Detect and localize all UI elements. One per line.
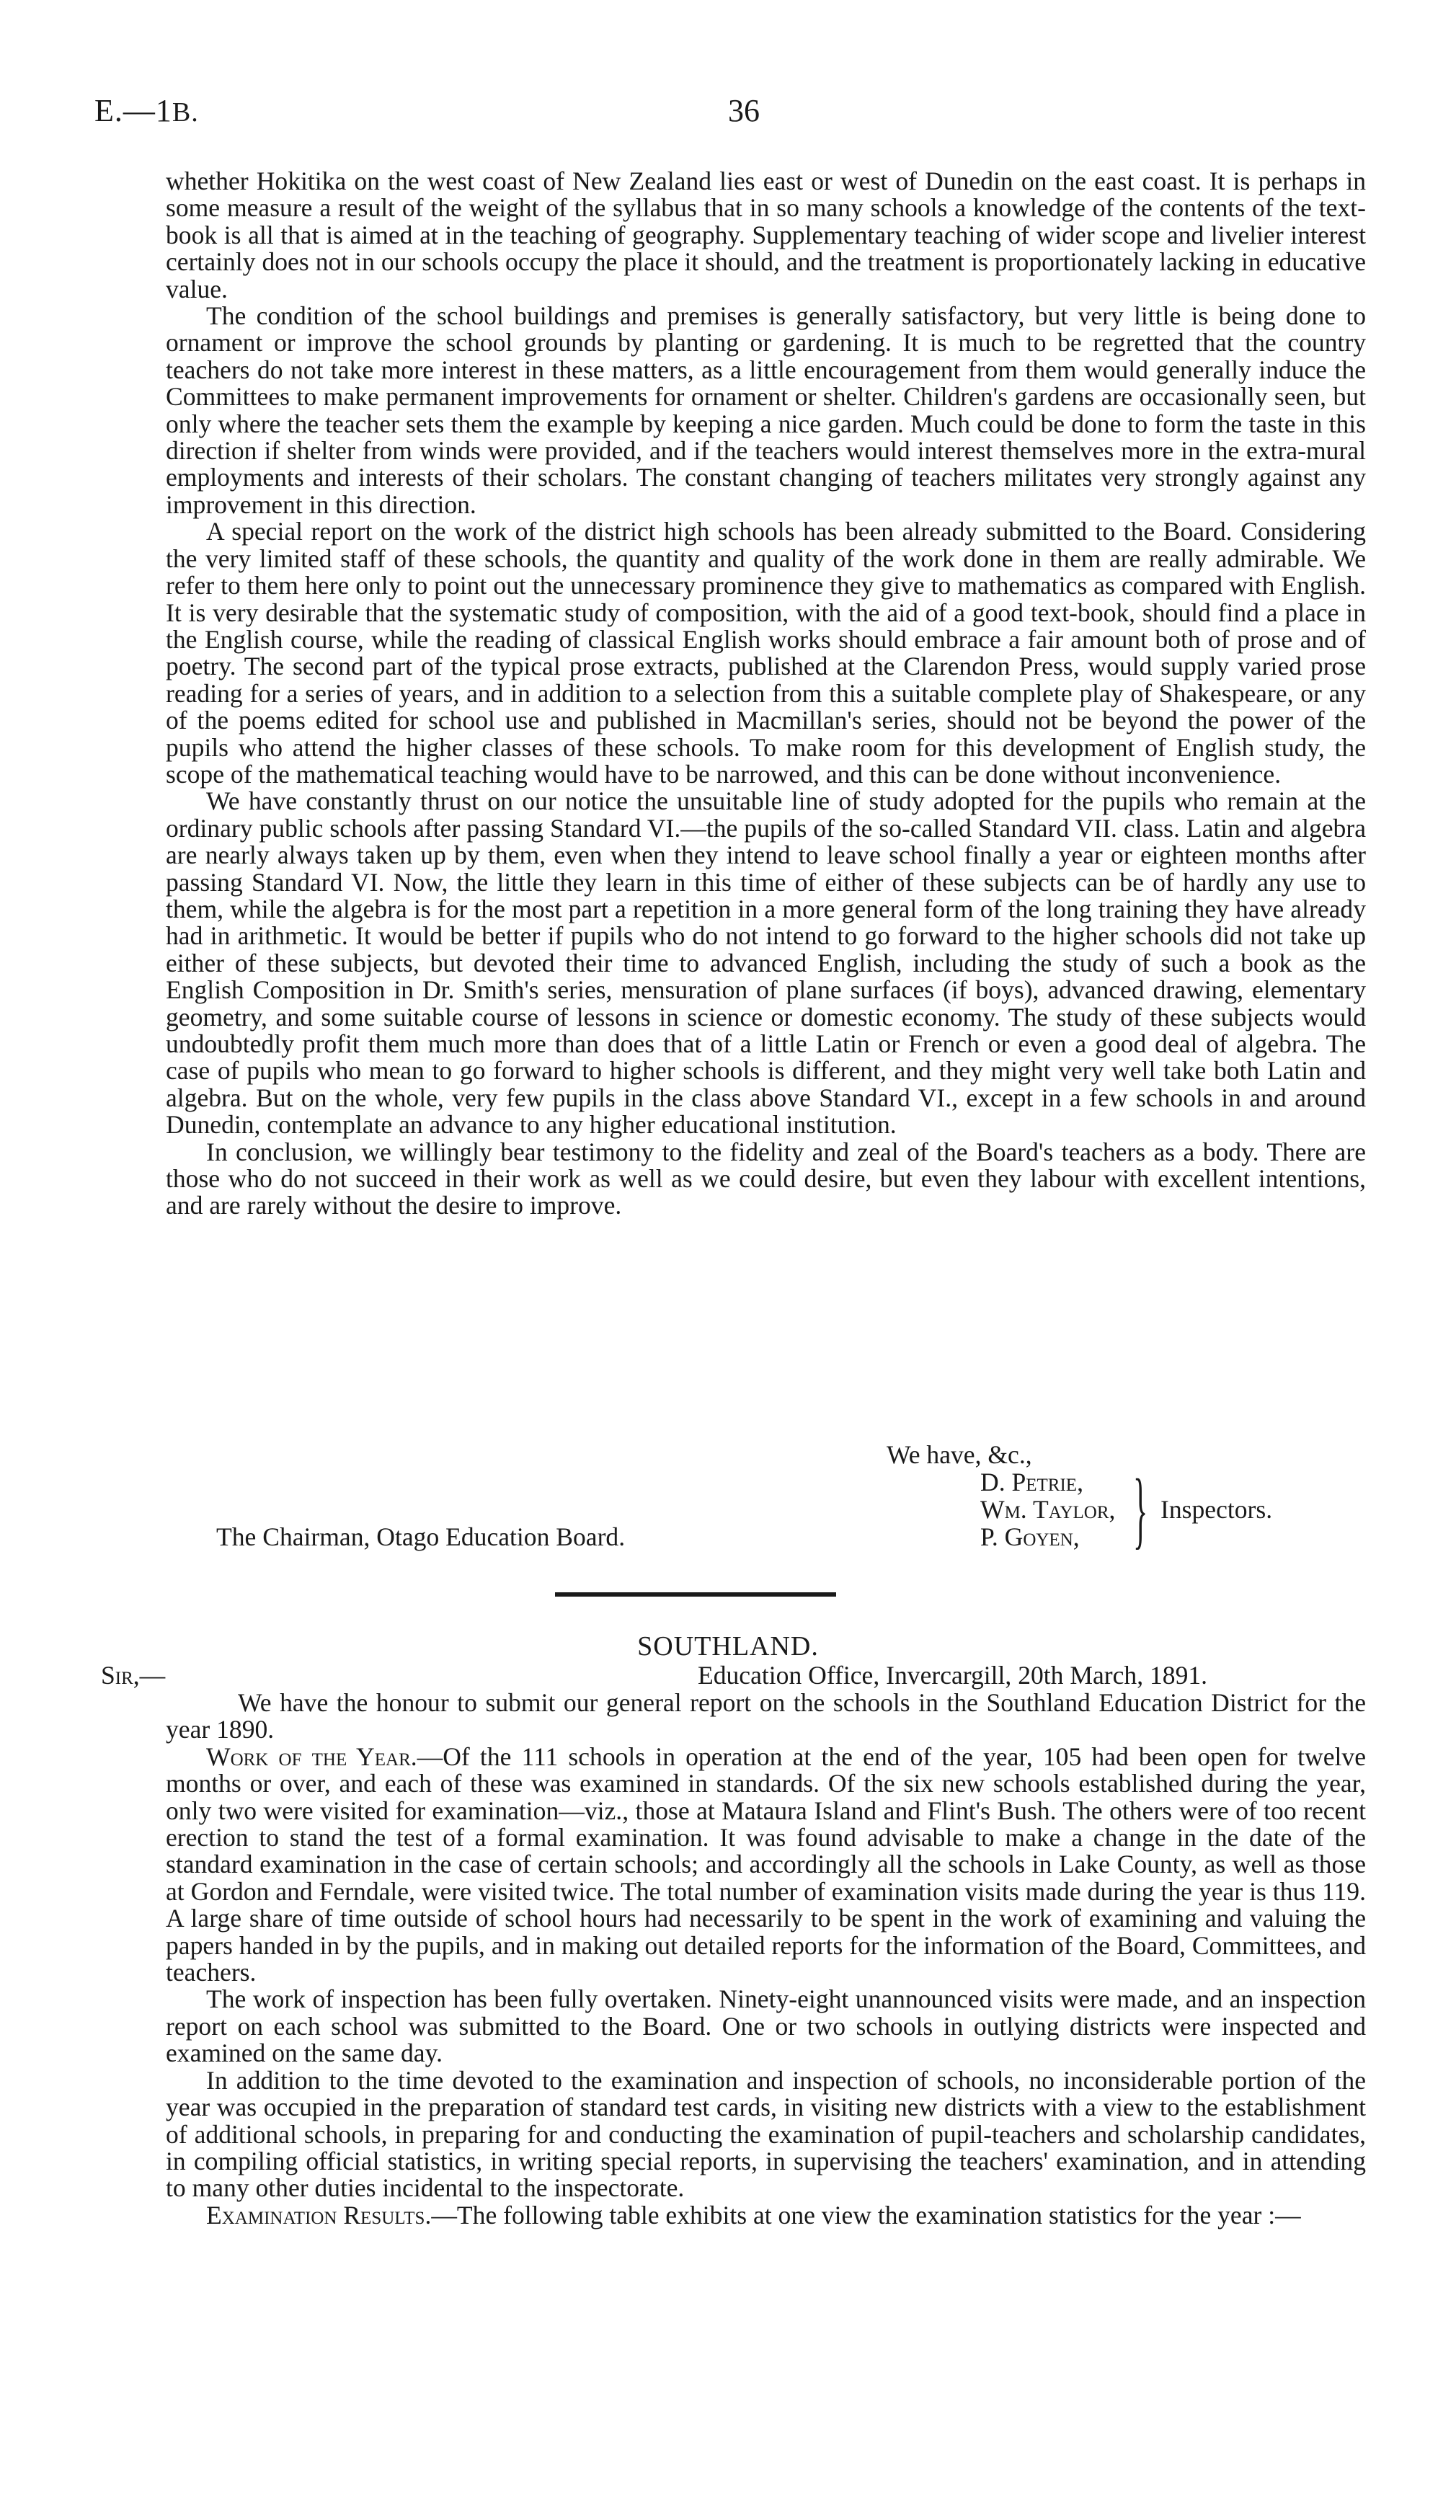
addressee: The Chairman, Otago Education Board. xyxy=(216,1522,626,1551)
section-title: SOUTHLAND. xyxy=(637,1631,819,1661)
page-number: 36 xyxy=(728,93,760,128)
signatory-role: Inspectors. xyxy=(1160,1495,1273,1524)
closing-phrase: We have, &c., xyxy=(887,1440,1032,1469)
paragraph: A special report on the work of the district high schools has been already submitted to the Board. Considering the very limited staff of these schools, the quantity and quality of the work done in them are really admirable. We refer to them here only to point out the unnecessary prominence they give to mathematics as compared with English. It is very desirable that the systematic study of composition, with the aid of a good text-book, should find a place in the English course, while the reading of classical English works should embrace a fair amount both of prose and of poetry. The second part of the typical prose extracts, published at the Clarendon Press, would supply varied prose reading for a series of years, and in addition to a selection from this a suitable complete play of Shakespeare, or any of the poems edited for school use and published in Macmillan's series, should not be beyond the power of the pupils who attend the higher classes of these schools. To make room for this development of English study, the scope of the mathematical teaching would have to be narrowed, and this can be done without inconvenience. xyxy=(166,517,1366,789)
paragraph: We have the honour to submit our general report on the schools in the Southland Education District for the year 1890. xyxy=(166,1688,1366,1744)
southland-report-body xyxy=(166,1690,1366,2229)
section-divider xyxy=(555,1592,836,1597)
run-in-heading: Work of the Year. xyxy=(206,1742,417,1771)
paragraph: In addition to the time devoted to the examination and inspection of schools, no inconsiderable portion of the year was occupied in the preparation of standard test cards, in visiting new districts with a view to the establishment of additional schools, in preparing for and conducting the examination of pupil-teachers and scholarship candidates, in compiling official statistics, in writing special reports, in supervising the teachers' examination, and in attending to many other duties incidental to the inspectorate. xyxy=(166,2065,1366,2203)
document-code-suffix: B. xyxy=(172,97,199,128)
paragraph: In conclusion, we willingly bear testimony to the fidelity and zeal of the Board's teachers as a body. There are those who do not succeed in their work as well as we could desire, but even they labour with excellent intentions, and are rarely without the desire to improve. xyxy=(166,1137,1366,1220)
run-in-heading: Examination Results. xyxy=(206,2200,432,2230)
paragraph: Examination Results.—The following table exhibits at one view the examination statistics for the year :— xyxy=(206,2200,1301,2230)
document-code xyxy=(94,92,199,129)
paragraph: whether Hokitika on the west coast of New Zealand lies east or west of Dunedin on the east coast. It is perhaps in some measure a result of the weight of the syllabus that in so many schools a knowledge of the contents of the text-book is all that is aimed at in the teaching of geography. Supplementary teaching of wider scope and livelier interest certainly does not in our schools occupy the place it should, and the treatment is proportionately lacking in educative value. xyxy=(166,167,1366,303)
signatory: D. Petrie, xyxy=(980,1468,1083,1496)
document-code-prefix: E.—1 xyxy=(94,93,172,128)
signatory: Wm. Taylor, xyxy=(980,1495,1116,1524)
signatory: P. Goyen, xyxy=(980,1522,1080,1551)
dateline: Education Office, Invercargill, 20th March, 1891. xyxy=(698,1661,1208,1690)
paragraph: The work of inspection has been fully overtaken. Ninety-eight unannounced visits were made, and an inspection report on each school was submitted to the Board. One or two schools in outlying districts were inspected and examined on the same day. xyxy=(166,1984,1366,2068)
paragraph: Work of the Year.—Of the 111 schools in operation at the end of the year, 105 had been open for twelve months or over, and each of these was examined in standards. Of the six new schools established during the year, only two were visited for examination—viz., those at Mataura Island and Flint's Bush. The others were of too recent erection to stand the test of a formal examination. It was found advisable to make a change in the date of the standard examination in the case of certain schools; and accordingly all the schools in Lake County, as well as those at Gordon and Ferndale, were visited twice. The total number of examination visits made during the year is thus 119. A large share of time outside of school hours had necessarily to be spent in the work of examining and valuing the papers handed in by the pupils, and in making out detailed reports for the information of the Board, Committees, and teachers. xyxy=(166,1742,1366,1987)
paragraph: We have constantly thrust on our notice the unsuitable line of study adopted for the pupils who remain at the ordinary public schools after passing Standard VI.—the pupils of the so-called Standard VII. class. Latin and algebra are nearly always taken up by them, even when they intend to leave school finally a year or eighteen months after passing Standard VI. Now, the little they learn in this time of either of these subjects can be of hardly any use to them, while the algebra is for the most part a repetition in a more general form of the long training they have already had in arithmetic. It would be better if pupils who do not intend to go forward to the higher schools did not take up either of these subjects, but devoted their time to advanced English, including the study of such a book as the English Composition in Dr. Smith's series, mensuration of plane surfaces (if boys), advanced drawing, elementary geometry, and some suitable course of lessons in science or domestic economy. The study of these subjects would undoubtedly profit them much more than does that of a little Latin or French or even a good deal of algebra. The case of pupils who mean to go forward to higher schools is different, and they might very well take both Latin and algebra. But on the whole, very few pupils in the class above Standard VI., except in a few schools in and around Dunedin, contemplate an advance to any higher educational institution. xyxy=(166,786,1366,1140)
otago-report-body xyxy=(166,168,1366,1220)
paragraph: The condition of the school buildings and premises is generally satisfactory, but very little is being done to ornament or improve the school grounds by planting or gardening. It is much to be regretted that the country teachers do not take more interest in these matters, as a little encouragement from them would generally induce the Committees to make permanent improvements for ornament or shelter. Children's gardens are occasionally seen, but only where the teacher sets them the example by keeping a nice garden. Much could be done to form the taste in this direction if shelter from winds were provided, and if the teachers would interest themselves more in the extra-mural employments and interests of their scholars. The constant changing of teachers militates very strongly against any improvement in this direction. xyxy=(166,301,1366,519)
salutation: Sir,— xyxy=(101,1661,166,1690)
brace-symbol: } xyxy=(1133,1461,1148,1557)
